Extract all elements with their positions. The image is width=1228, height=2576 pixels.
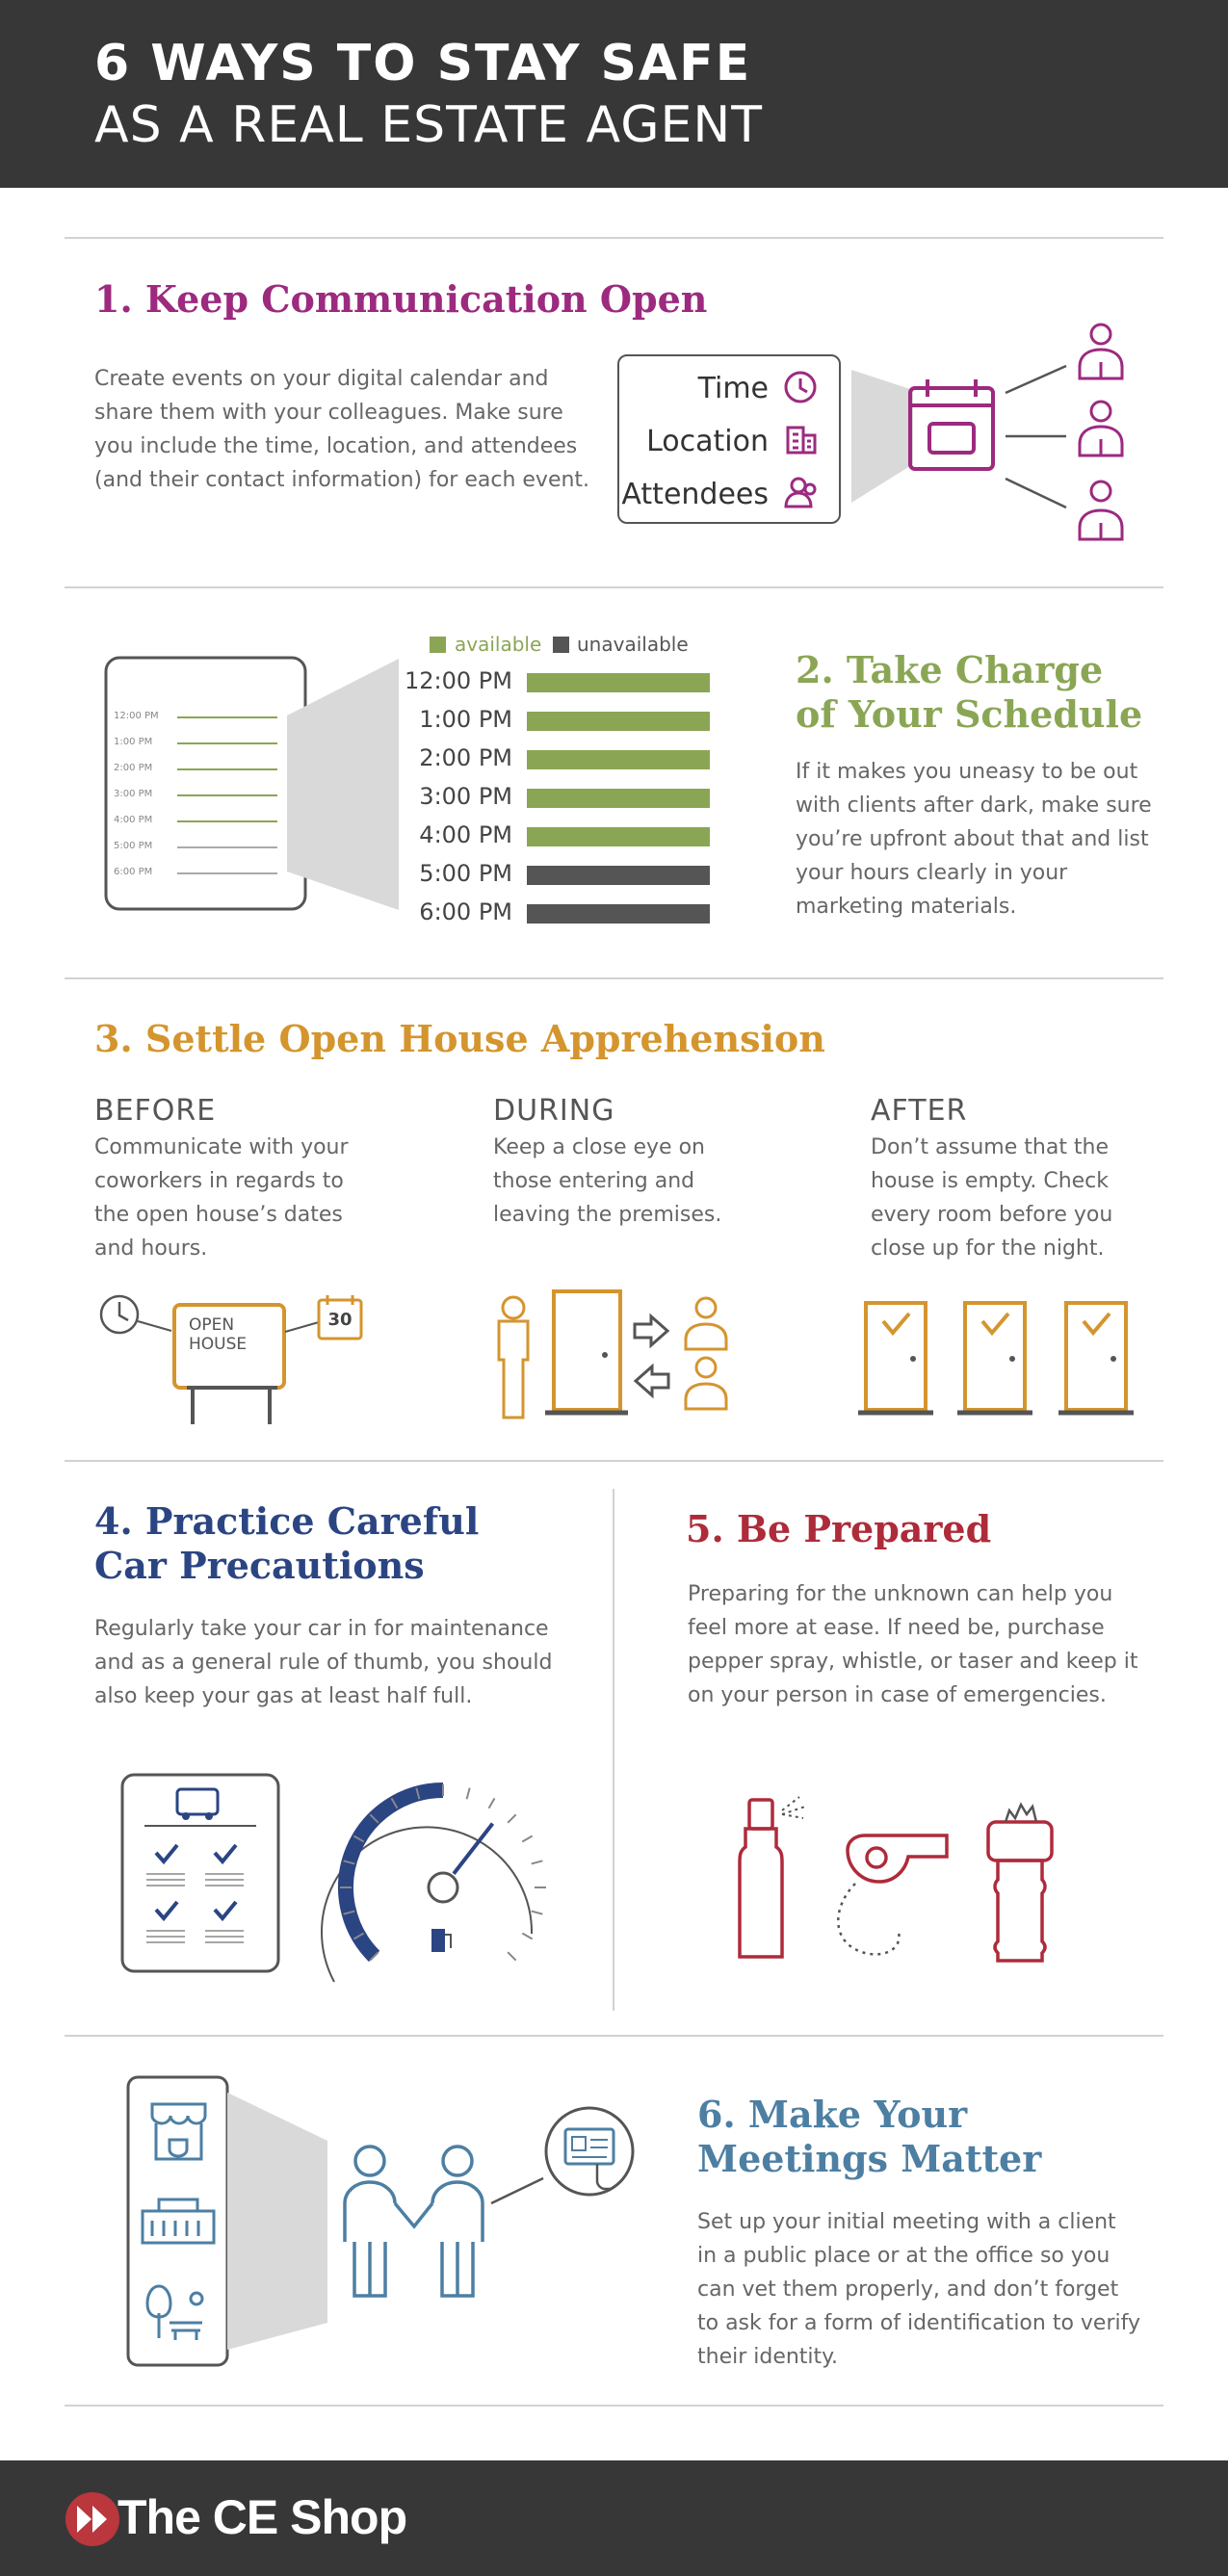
section-5-body: Preparing for the unknown can help you feel more at ease. If need be, purchase pepper spray, whistle, or taser and keep it on your person in case of emergencies.: [688, 1582, 1138, 1707]
sign-line-1: OPEN: [189, 1315, 235, 1335]
section-3-title: 3. Settle Open House Apprehension: [94, 1017, 825, 1060]
mini-time-label: 5:00 PM: [114, 841, 153, 851]
time-label: 5:00 PM: [419, 860, 512, 887]
page-subtitle: AS A REAL ESTATE AGENT: [94, 96, 764, 154]
time-label: 4:00 PM: [419, 821, 512, 848]
after-body: Don’t assume that the house is empty. Check every room before you close up for the night.: [871, 1135, 1113, 1261]
section-6-title-line1: 6. Make Your: [697, 2093, 968, 2136]
field-location: Location: [646, 425, 769, 458]
time-label: 2:00 PM: [419, 744, 512, 771]
before-body: Communicate with your coworkers in regards to the open house’s dates and hours.: [94, 1135, 349, 1261]
legend-unavailable-label: unavailable: [577, 633, 689, 656]
section-1-title: 1. Keep Communication Open: [94, 277, 708, 321]
section-5-title: 5. Be Prepared: [686, 1507, 992, 1550]
time-label: 12:00 PM: [405, 667, 512, 694]
sign-line-2: HOUSE: [189, 1335, 248, 1354]
legend-available-label: available: [455, 633, 542, 656]
fast-forward-logo-icon: [65, 2492, 119, 2546]
section-4-title-line1: 4. Practice Careful: [94, 1499, 480, 1543]
field-attendees: Attendees: [621, 478, 769, 511]
calendar-day: 30: [327, 1310, 353, 1330]
during-body: Keep a close eye on those entering and leaving the premises.: [493, 1135, 722, 1227]
time-label: 6:00 PM: [419, 898, 512, 925]
mini-time-label: 2:00 PM: [114, 763, 153, 773]
mini-time-label: 3:00 PM: [114, 789, 153, 799]
section-1-body: Create events on your digital calendar and share them with your colleagues. Make sure you include the time, location, and attendees (and their contact information) for each event.: [94, 367, 590, 492]
time-label: 3:00 PM: [419, 783, 512, 810]
field-time: Time: [697, 372, 769, 405]
section-4-title-line2: Car Precautions: [94, 1544, 425, 1587]
section-6-title-line2: Meetings Matter: [697, 2137, 1042, 2180]
time-label: 1:00 PM: [419, 706, 512, 733]
brand-logo-text[interactable]: The CE Shop: [118, 2490, 407, 2544]
page-title: 6 WAYS TO STAY SAFE: [94, 35, 752, 92]
mini-time-label: 4:00 PM: [114, 815, 153, 825]
section-4-body: Regularly take your car in for maintenance and as a general rule of thumb, you should also keep your gas at least half full.: [94, 1617, 553, 1708]
mini-time-label: 6:00 PM: [114, 867, 153, 877]
section-6-body: Set up your initial meeting with a client in a public place or at the office so you can vet them properly, and don’t forget to ask for a form of identification to verify their identity.: [697, 2210, 1140, 2369]
section-2-body: If it makes you uneasy to be out with clients after dark, make sure you’re upfront about that and list your hours clearly in your marketing materials.: [796, 760, 1152, 919]
mini-time-label: 1:00 PM: [114, 737, 153, 747]
during-heading: DURING: [493, 1094, 615, 1128]
section-2-title-line1: 2. Take Charge: [796, 648, 1104, 691]
before-heading: BEFORE: [94, 1094, 217, 1128]
mini-time-label: 12:00 PM: [114, 711, 159, 721]
after-heading: AFTER: [871, 1094, 968, 1128]
section-2-title-line2: of Your Schedule: [796, 692, 1143, 736]
